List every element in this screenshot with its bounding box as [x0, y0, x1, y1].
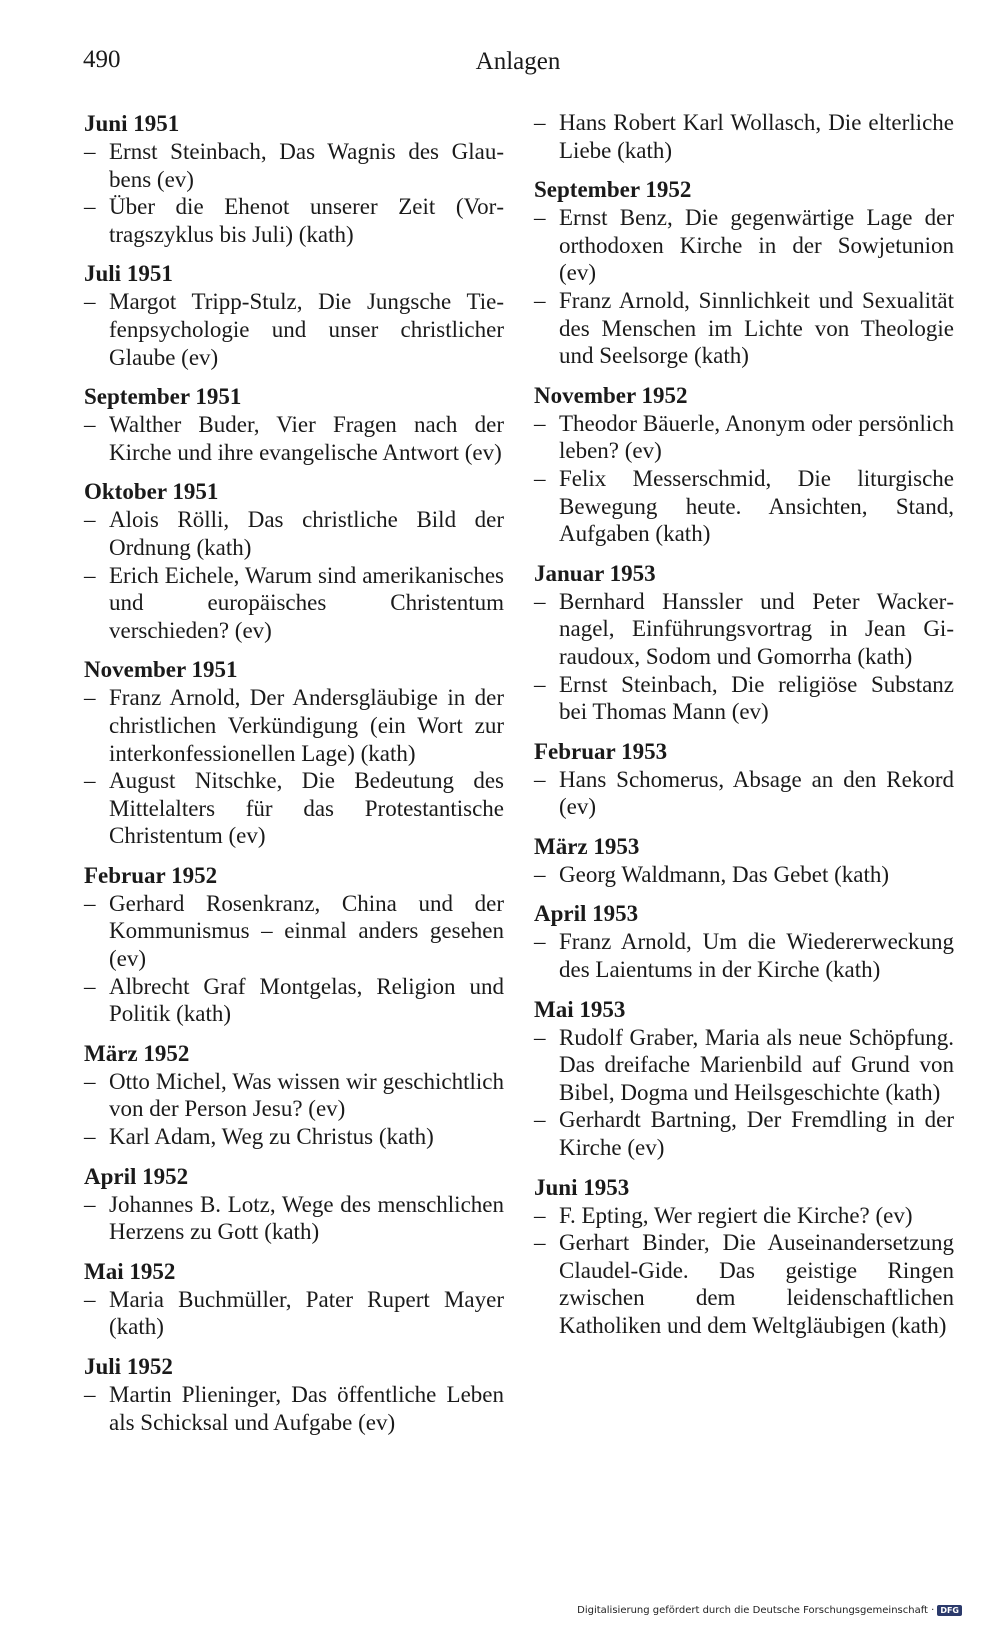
dash-marker: – [534, 1202, 546, 1228]
entry-text: Über die Ehenot unserer Zeit (Vortragszyklus bis Juli) (kath) [109, 194, 504, 247]
month-heading: Juli 1952 [84, 1354, 173, 1379]
month-heading: Juni 1953 [534, 1174, 630, 1200]
entry-text: Hans Schomerus, Absage an den Rekord (ev) [559, 766, 954, 820]
month-section [534, 1173, 954, 1340]
entry-text: Ernst Steinbach, Das Wagnis des Glaubens (ev) [109, 139, 504, 192]
lecture-entry [534, 1202, 954, 1230]
lecture-entry [84, 1068, 504, 1123]
dash-marker: – [84, 685, 96, 711]
month-heading: November 1952 [534, 382, 688, 408]
lecture-entry [84, 890, 504, 973]
running-title: Anlagen [475, 48, 561, 75]
lecture-entry [84, 138, 504, 193]
dash-marker: – [534, 929, 546, 955]
dash-marker: – [84, 890, 96, 916]
entry-text: Felix Messerschmid, Die liturgische Bewegung heute. Ansichten, Stand, Aufgaben (kath) [559, 465, 954, 547]
month-heading: September 1952 [534, 177, 692, 203]
month-heading: März 1953 [534, 833, 640, 859]
month-section [534, 899, 954, 983]
lecture-entry [84, 193, 504, 248]
entry-text: Maria Buchmüller, Pater Rupert Mayer (kath) [109, 1286, 504, 1340]
lecture-entry [84, 506, 504, 561]
dash-marker: – [534, 766, 546, 792]
entry-text: Margot Tripp-Stulz, Die Jungsche Tiefenpsychologie und unser christlicher Glaube (ev) [109, 289, 504, 370]
dash-marker: – [84, 973, 96, 999]
month-section [84, 1162, 504, 1246]
right-column [534, 109, 954, 1351]
dash-marker: – [534, 1107, 546, 1133]
lecture-entry [534, 465, 954, 548]
lecture-entry [534, 1229, 954, 1339]
dash-marker: – [534, 287, 546, 313]
dash-marker: – [534, 671, 546, 697]
footer [577, 1605, 962, 1616]
dash-marker: – [534, 410, 546, 436]
entry-text: Rudolf Graber, Maria als neue Schöpfung. Das dreifache Marienbild auf Grund von Bibel, Dogma und Heilsgeschichte (kath) [559, 1024, 954, 1105]
month-section [84, 655, 504, 850]
footer-text: Digitalisierung gefördert durch die Deutsche Forschungsgemeinschaft · [577, 1605, 935, 1616]
dash-marker: – [534, 861, 546, 887]
page-number: 490 [83, 46, 121, 73]
month-heading: November 1951 [84, 657, 238, 683]
lecture-entry [84, 1191, 504, 1246]
month-heading: Mai 1953 [534, 996, 626, 1022]
month-heading: Mai 1952 [84, 1258, 176, 1284]
month-heading: Juli 1951 [84, 261, 173, 287]
month-section [534, 832, 954, 889]
entry-text: Bernhard Hanssler und Peter Wackernagel, Einführungsvortrag in Jean Giraudoux, Sodom und Gomorrha (kath) [559, 588, 954, 669]
month-heading: Februar 1953 [534, 738, 668, 764]
dfg-logo: DFG [937, 1605, 962, 1616]
entry-text: Walther Buder, Vier Fragen nach der Kirche und ihre evangelische Antwort (ev) [109, 412, 504, 465]
month-section [534, 737, 954, 821]
entry-text: Gerhard Rosenkranz, China und der Kommunismus – einmal anders gesehen (ev) [109, 890, 504, 972]
month-section [84, 259, 504, 371]
dash-marker: – [534, 465, 546, 491]
entry-text: August Nitschke, Die Bedeutung des Mittelalters für das Protestantische Christentum (ev) [109, 768, 504, 849]
dash-marker: – [534, 1230, 546, 1256]
month-section [534, 559, 954, 726]
month-section [84, 109, 504, 248]
entry-text: Erich Eichele, Warum sind amerikanisches und europäisches Christentum verschieden? (ev) [109, 562, 504, 643]
lecture-entry [84, 973, 504, 1028]
month-section [84, 1352, 504, 1436]
lecture-entry [534, 204, 954, 287]
dash-marker: – [84, 1286, 96, 1312]
entry-text: Franz Arnold, Sinnlichkeit und Sexualität des Menschen im Lichte von Theologie und Seelsorge (kath) [559, 287, 954, 369]
lecture-entry [534, 410, 954, 465]
month-section [84, 477, 504, 644]
month-section [534, 109, 954, 164]
entry-text: Otto Michel, Was wissen wir geschichtlich von der Person Jesu? (ev) [109, 1068, 504, 1122]
dash-marker: – [534, 588, 546, 614]
month-section [84, 1039, 504, 1151]
lecture-entry [534, 1024, 954, 1107]
entry-text: Franz Arnold, Der Andersgläubige in der christlichen Verkündigung (ein Wort zur interkonfessionellen Lage) (kath) [109, 685, 504, 766]
dash-marker: – [84, 507, 96, 533]
month-heading: Juni 1951 [84, 111, 180, 136]
lecture-entry [84, 767, 504, 850]
lecture-entry [534, 928, 954, 983]
entry-text: Georg Waldmann, Das Gebet (kath) [559, 861, 890, 887]
left-column [84, 109, 504, 1447]
lecture-entry [534, 671, 954, 726]
lecture-entry [534, 766, 954, 821]
month-heading: September 1951 [84, 384, 242, 410]
month-heading: Oktober 1951 [84, 479, 219, 505]
entry-text: Martin Plieninger, Das öffentliche Leben als Schicksal und Aufgabe (ev) [109, 1382, 504, 1435]
entry-text: Johannes B. Lotz, Wege des menschlichen Herzens zu Gott (kath) [109, 1191, 504, 1245]
month-section [84, 861, 504, 1028]
lecture-entry [534, 287, 954, 370]
dash-marker: – [84, 562, 96, 588]
lecture-entry [534, 588, 954, 671]
dash-marker: – [84, 1124, 96, 1150]
lecture-entry [84, 1286, 504, 1341]
entry-text: Alois Rölli, Das christliche Bild der Ordnung (kath) [109, 507, 504, 560]
entry-text: Ernst Benz, Die gegenwärtige Lage der orthodoxen Kirche in der Sowjetunion (ev) [559, 205, 954, 286]
month-section [84, 1257, 504, 1341]
month-section [84, 382, 504, 466]
dash-marker: – [84, 412, 96, 438]
month-heading: April 1953 [534, 901, 639, 927]
entry-text: Franz Arnold, Um die Wiedererweckung des Laientums in der Kirche (kath) [559, 929, 954, 983]
month-heading: Januar 1953 [534, 560, 656, 586]
month-section [534, 175, 954, 370]
dash-marker: – [84, 289, 96, 315]
dash-marker: – [534, 110, 546, 135]
lecture-entry [534, 1106, 954, 1161]
entry-text: F. Epting, Wer regiert die Kirche? (ev) [559, 1202, 913, 1228]
dash-marker: – [84, 1382, 96, 1407]
dash-marker: – [84, 768, 96, 794]
dash-marker: – [84, 194, 96, 220]
dash-marker: – [84, 1191, 96, 1217]
month-heading: März 1952 [84, 1040, 190, 1066]
lecture-entry [534, 109, 954, 164]
dash-marker: – [534, 1024, 546, 1050]
month-heading: Februar 1952 [84, 862, 218, 888]
entry-text: Gerhardt Bartning, Der Fremdling in der Kirche (ev) [559, 1107, 954, 1161]
lecture-entry [84, 1123, 504, 1151]
month-heading: April 1952 [84, 1163, 189, 1189]
entry-text: Hans Robert Karl Wollasch, Die elterliche Liebe (kath) [559, 110, 954, 163]
entry-text: Theodor Bäuerle, Anonym oder persönlich leben? (ev) [559, 410, 954, 464]
month-section [534, 381, 954, 548]
entry-text: Albrecht Graf Montgelas, Religion und Politik (kath) [109, 973, 504, 1027]
entry-text: Gerhart Binder, Die Auseinandersetzung Claudel-Gide. Das geistige Ringen zwischen dem leidenschaftlichen Katholiken und dem Weltgläubigen (kath) [559, 1230, 954, 1338]
entry-text: Karl Adam, Weg zu Christus (kath) [109, 1124, 434, 1150]
lecture-entry [84, 562, 504, 645]
dash-marker: – [84, 139, 96, 164]
entry-text: Ernst Steinbach, Die religiöse Substanz bei Thomas Mann (ev) [559, 671, 954, 725]
lecture-entry [84, 288, 504, 371]
lecture-entry [534, 861, 954, 889]
lecture-entry [84, 411, 504, 466]
lecture-entry [84, 684, 504, 767]
lecture-entry [84, 1381, 504, 1436]
month-section [534, 995, 954, 1162]
dash-marker: – [534, 205, 546, 231]
dash-marker: – [84, 1068, 96, 1094]
